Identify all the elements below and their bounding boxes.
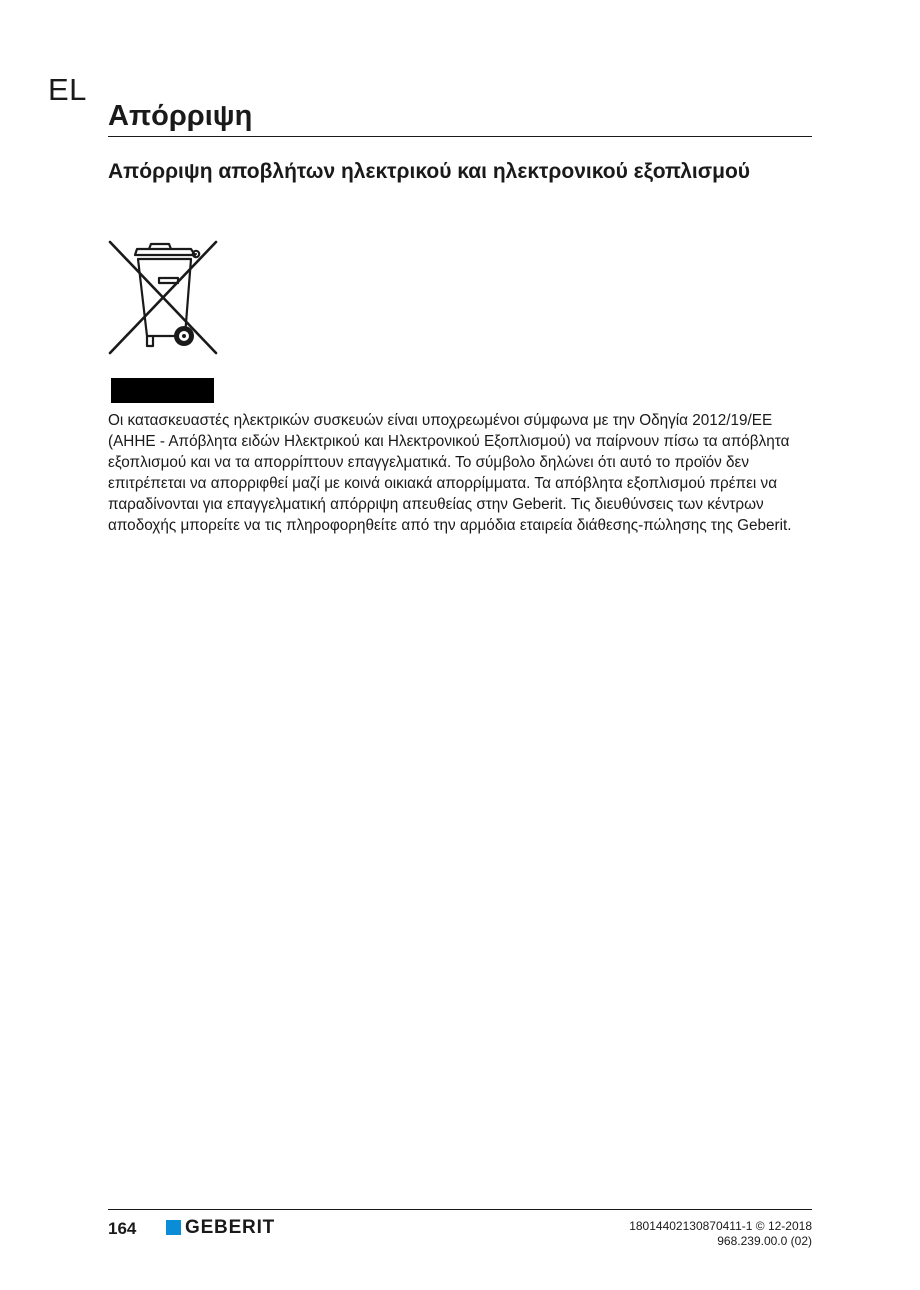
brand-square-icon	[166, 1220, 181, 1235]
weee-marking-bar	[111, 378, 214, 403]
footer-divider	[108, 1209, 812, 1210]
document-id: 18014402130870411-1 © 12-2018	[629, 1219, 812, 1233]
section-heading: Απόρριψη αποβλήτων ηλεκτρικού και ηλεκτρονικού εξοπλισμού	[108, 160, 751, 183]
document-meta	[629, 1219, 812, 1249]
brand-name: GEBERIT	[185, 1217, 276, 1238]
disposal-paragraph: Οι κατασκευαστές ηλεκτρικών συσκευών είναι υποχρεωμένοι σύμφωνα με την Οδηγία 2012/19/ΕΕ (ΑΗΗΕ - Απόβλητα ειδών Ηλεκτρικού και Ηλεκτρονικού Εξοπλισμού) να παίρνουν πίσω τα απόβλητα εξοπλισμού και να τα απορρίπτουν επαγγελματικά. Το σύμβολο δηλώνει ότι αυτό το προϊόν δεν επιτρέπεται να απορριφθεί μαζί με κοινά οικιακά απορρίμματα. Τα απόβλητα εξοπλισμού πρέπει να παραδίνονται για επαγγελματική απόρριψη απευθείας στην Geberit. Τις διευθύνσεις των κέντρων αποδοχής μπορείτε να τις πληροφορηθείτε από την αρμόδια εταιρεία διάθεσης-πώλησης της Geberit.	[108, 412, 792, 534]
page-number: 164	[108, 1219, 137, 1238]
title-divider	[108, 136, 812, 137]
language-code: EL	[48, 72, 87, 107]
crossed-out-wheelie-bin-icon	[107, 238, 219, 356]
page-title: Απόρριψη	[108, 100, 253, 132]
brand-logo	[166, 1218, 275, 1237]
document-reference: 968.239.00.0 (02)	[717, 1234, 812, 1248]
